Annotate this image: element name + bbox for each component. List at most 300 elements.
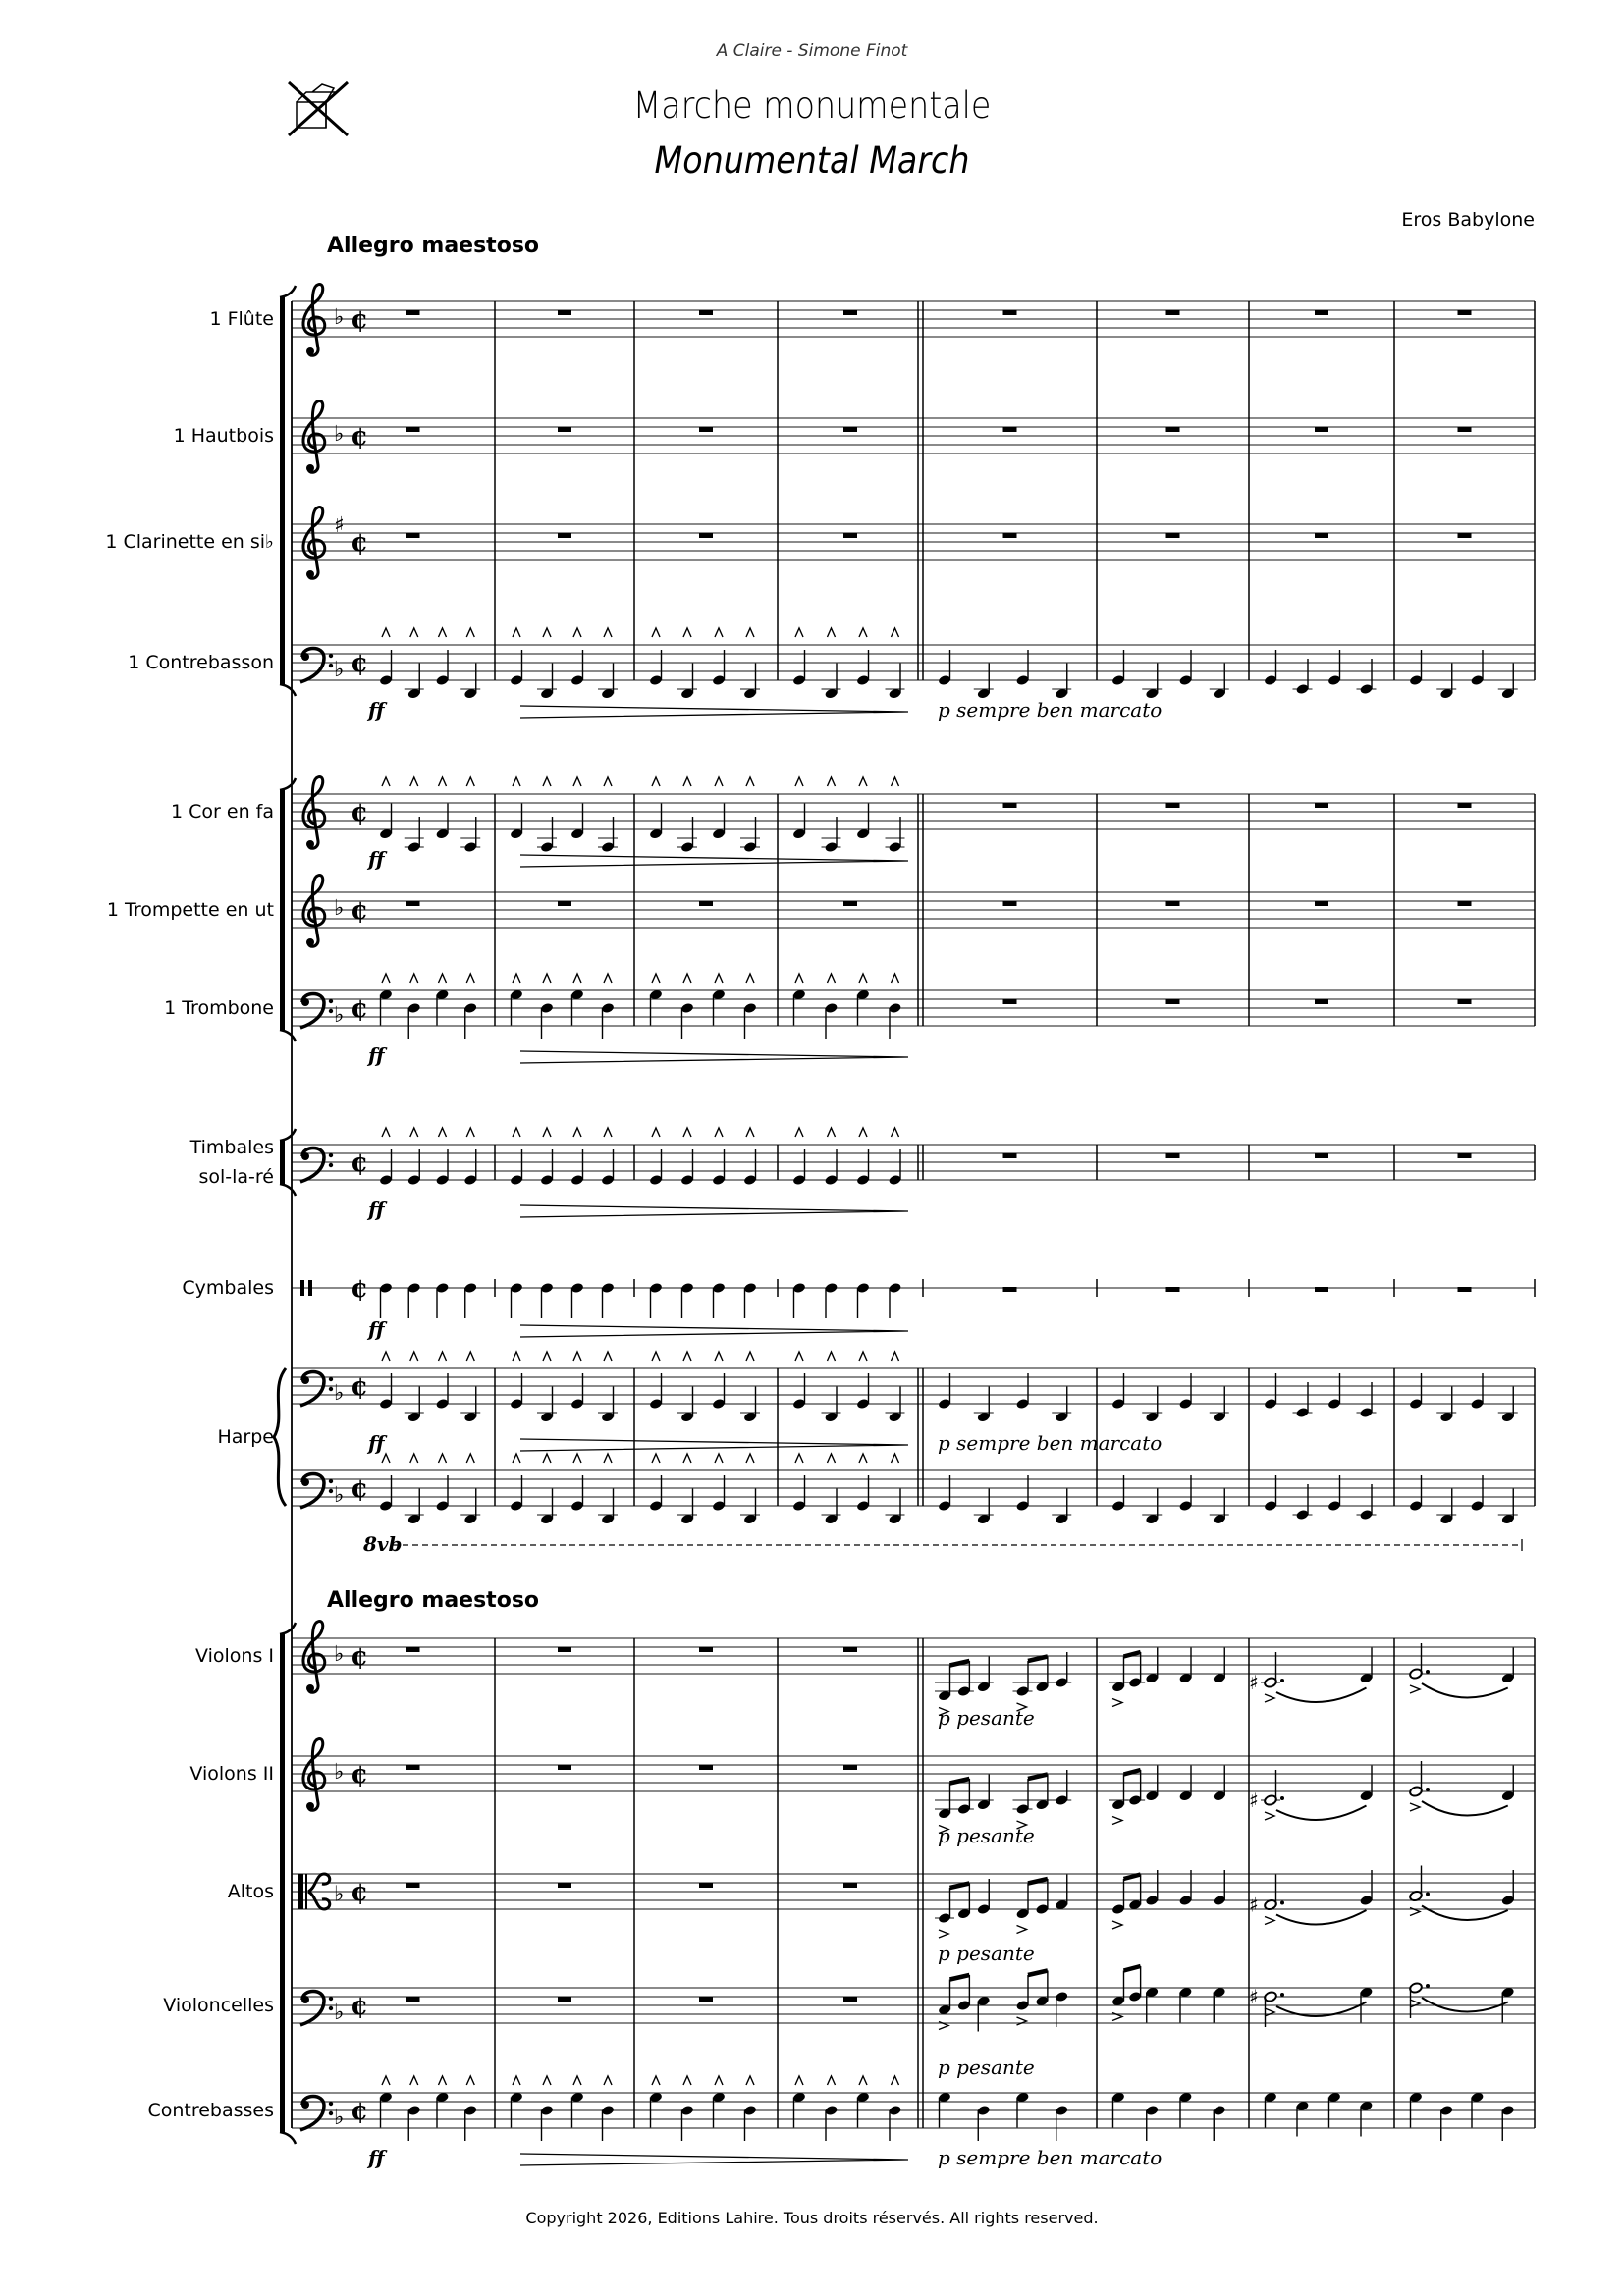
whole-rest-icon xyxy=(699,1647,713,1652)
augmentation-dot xyxy=(1280,1901,1284,1905)
decrescendo-hairpin xyxy=(520,706,908,718)
whole-rest-icon xyxy=(699,1765,713,1770)
bracket-hook xyxy=(280,286,296,297)
whole-rest-icon xyxy=(1315,803,1328,808)
decrescendo-hairpin xyxy=(520,2154,908,2165)
marcato-accent-icon xyxy=(746,1352,754,1361)
clef-dot xyxy=(329,1997,333,2001)
staff-violons-i xyxy=(292,1622,1535,1730)
marcato-accent-icon xyxy=(715,1454,723,1463)
marcato-accent-icon xyxy=(746,2076,754,2085)
whole-rest-icon xyxy=(1315,427,1328,432)
time-signature-icon: ¢ xyxy=(351,1878,369,1907)
marcato-accent-icon xyxy=(382,1454,390,1463)
staff-1-cor-en-fa xyxy=(292,777,1535,871)
whole-rest-icon xyxy=(558,1765,571,1770)
staff-1-trompette-en-ut xyxy=(292,876,1535,947)
accent-icon xyxy=(1265,1812,1274,1820)
whole-rest-icon xyxy=(1458,803,1472,808)
slur xyxy=(1276,1688,1367,1702)
marcato-accent-icon xyxy=(892,628,899,637)
whole-rest-icon xyxy=(1166,427,1180,432)
instrument-name: 1 Clarinette en si♭ xyxy=(105,531,274,553)
accent-icon xyxy=(1112,1699,1122,1707)
whole-rest-icon xyxy=(843,1647,857,1652)
instrument-name: 1 Flûte xyxy=(209,308,274,330)
marcato-accent-icon xyxy=(573,1352,581,1361)
expression-text: p sempre ben marcato xyxy=(938,2146,1163,2169)
system-bracket xyxy=(280,1141,285,1184)
marcato-accent-icon xyxy=(604,1352,612,1361)
tempo-marking: Allegro maestoso xyxy=(327,234,540,258)
whole-rest-icon xyxy=(1003,803,1017,808)
staff-altos xyxy=(292,1866,1535,1966)
marcato-accent-icon xyxy=(573,2076,581,2085)
augmentation-dot xyxy=(1280,1993,1284,1997)
time-signature-icon: ¢ xyxy=(351,1474,369,1504)
marcato-accent-icon xyxy=(652,628,660,637)
augmentation-dot xyxy=(1426,1893,1430,1896)
instrument-name: 1 Trombone xyxy=(164,997,274,1019)
marcato-accent-icon xyxy=(892,1128,899,1137)
treble-clef-icon xyxy=(303,1622,325,1693)
instrument-name: 1 Cor en fa xyxy=(171,801,274,823)
harp-brace xyxy=(274,1368,286,1506)
whole-rest-icon xyxy=(406,533,420,538)
whole-rest-icon xyxy=(406,427,420,432)
ottava-bassa-mark: 8vb xyxy=(363,1532,403,1556)
time-signature-icon: ¢ xyxy=(351,649,369,678)
marcato-accent-icon xyxy=(466,1128,474,1137)
marcato-accent-icon xyxy=(715,628,723,637)
key-flat-icon: ♭ xyxy=(334,1642,345,1667)
marcato-accent-icon xyxy=(382,628,390,637)
dedication: A Claire - Simone Finot xyxy=(716,41,908,61)
marcato-accent-icon xyxy=(795,1128,803,1137)
whole-rest-icon xyxy=(406,1883,420,1888)
whole-rest-icon xyxy=(1458,901,1472,906)
marcato-accent-icon xyxy=(715,777,723,786)
whole-rest-icon xyxy=(699,1997,713,2002)
whole-rest-icon xyxy=(1458,310,1472,315)
clef-dot xyxy=(306,347,314,355)
staff-violoncelles xyxy=(292,1966,1535,2079)
marcato-accent-icon xyxy=(466,1352,474,1361)
clef-dot xyxy=(301,998,309,1006)
bracket-hook xyxy=(280,684,296,696)
marcato-accent-icon xyxy=(683,974,691,983)
marcato-accent-icon xyxy=(382,974,390,983)
sharp-accidental-icon: ♯ xyxy=(1249,1789,1259,1812)
key-flat-icon: ♭ xyxy=(334,422,345,447)
whole-rest-icon xyxy=(699,427,713,432)
whole-rest-icon xyxy=(1315,1153,1328,1158)
marcato-accent-icon xyxy=(652,974,660,983)
beam xyxy=(1028,1971,1048,1976)
decrescendo-hairpin xyxy=(520,1051,908,1063)
whole-rest-icon xyxy=(1166,803,1180,808)
marcato-accent-icon xyxy=(466,777,474,786)
decrescendo-hairpin xyxy=(520,1439,908,1451)
bracket-hook xyxy=(280,1184,296,1196)
instrument-name: 1 Contrebasson xyxy=(128,652,274,673)
accent-icon xyxy=(1410,2000,1420,2007)
key-flat-icon: ♭ xyxy=(334,658,345,682)
instrument-name: Altos xyxy=(227,1881,274,1902)
key-flat-icon: ♭ xyxy=(334,1882,345,1907)
marcato-accent-icon xyxy=(573,628,581,637)
marcato-accent-icon xyxy=(382,777,390,786)
beam xyxy=(950,1975,970,1980)
clef-dot xyxy=(329,664,333,667)
instrument-name: Harpe xyxy=(217,1426,274,1448)
marcato-accent-icon xyxy=(652,1128,660,1137)
marcato-accent-icon xyxy=(859,974,867,983)
marcato-accent-icon xyxy=(410,1454,418,1463)
key-sharp-icon: ♯ xyxy=(334,513,345,538)
dynamic-ff: ff xyxy=(368,1198,385,1221)
instrument-name: 1 Hautbois xyxy=(173,425,274,447)
beam xyxy=(950,1884,970,1889)
marcato-accent-icon xyxy=(859,2076,867,2085)
marcato-accent-icon xyxy=(466,974,474,983)
expression-text: p pesante xyxy=(938,1942,1035,1965)
whole-rest-icon xyxy=(558,427,571,432)
system-bracket xyxy=(280,1634,285,2132)
staff-cymbales xyxy=(292,1274,1535,1341)
marcato-accent-icon xyxy=(439,2076,447,2085)
marcato-accent-icon xyxy=(683,628,691,637)
marcato-accent-icon xyxy=(715,1128,723,1137)
instrument-name: Contrebasses xyxy=(147,2100,274,2121)
dynamic-ff: ff xyxy=(368,698,385,721)
whole-rest-icon xyxy=(1166,1287,1180,1292)
treble-clef-icon xyxy=(303,1739,325,1811)
bracket-hook xyxy=(280,778,296,790)
marcato-accent-icon xyxy=(543,974,551,983)
whole-rest-icon xyxy=(1458,1153,1472,1158)
clef-dot xyxy=(306,1802,314,1810)
marcato-accent-icon xyxy=(795,1352,803,1361)
clef-dot xyxy=(306,570,314,578)
marcato-accent-icon xyxy=(715,1352,723,1361)
marcato-accent-icon xyxy=(513,974,520,983)
marcato-accent-icon xyxy=(892,777,899,786)
instrument-name: Cymbales xyxy=(182,1277,274,1299)
time-signature-icon: ¢ xyxy=(351,896,369,926)
clef-dot xyxy=(329,2006,333,2010)
whole-rest-icon xyxy=(1315,1287,1328,1292)
bracket-hook xyxy=(280,1129,296,1141)
whole-rest-icon xyxy=(406,1997,420,2002)
percussion-clef-icon xyxy=(300,1280,304,1296)
slur xyxy=(1422,1906,1508,1920)
whole-rest-icon xyxy=(1166,901,1180,906)
staff-harpe xyxy=(292,1352,1535,1455)
whole-rest-icon xyxy=(1458,533,1472,538)
accent-icon xyxy=(1410,1685,1420,1693)
whole-rest-icon xyxy=(1166,1153,1180,1158)
marcato-accent-icon xyxy=(892,1352,899,1361)
slur xyxy=(1422,1801,1508,1815)
marcato-accent-icon xyxy=(683,777,691,786)
whole-rest-icon xyxy=(1003,999,1017,1004)
key-flat-icon: ♭ xyxy=(334,305,345,330)
clef-dot xyxy=(301,1478,309,1486)
marcato-accent-icon xyxy=(828,628,836,637)
clef-dot xyxy=(329,1377,333,1381)
whole-rest-icon xyxy=(1458,999,1472,1004)
bracket-hook xyxy=(280,1623,296,1634)
time-signature-icon: ¢ xyxy=(351,528,369,558)
time-signature-icon: ¢ xyxy=(351,1760,369,1789)
time-signature-icon: ¢ xyxy=(351,1274,369,1304)
clef-dot xyxy=(329,654,333,658)
time-signature-icon: ¢ xyxy=(351,1992,369,2021)
clef-dot xyxy=(306,840,314,848)
marcato-accent-icon xyxy=(652,2076,660,2085)
whole-rest-icon xyxy=(558,310,571,315)
marcato-accent-icon xyxy=(892,1454,899,1463)
marcato-accent-icon xyxy=(439,777,447,786)
augmentation-dot xyxy=(1426,1670,1430,1674)
key-flat-icon: ♭ xyxy=(334,1003,345,1028)
marcato-accent-icon xyxy=(795,777,803,786)
marcato-accent-icon xyxy=(543,777,551,786)
tempo-marking-strings: Allegro maestoso xyxy=(327,1588,540,1613)
whole-rest-icon xyxy=(406,1647,420,1652)
time-signature-icon: ¢ xyxy=(351,2097,369,2126)
whole-rest-icon xyxy=(699,533,713,538)
whole-rest-icon xyxy=(843,533,857,538)
time-signature-icon: ¢ xyxy=(351,1372,369,1402)
staff-timbales xyxy=(292,1128,1535,1221)
marcato-accent-icon xyxy=(543,2076,551,2085)
whole-rest-icon xyxy=(1458,1287,1472,1292)
marcato-accent-icon xyxy=(513,628,520,637)
bracket-hook xyxy=(280,1030,296,1041)
treble-clef-icon xyxy=(303,876,325,947)
system-bracket xyxy=(280,790,285,1030)
whole-rest-icon xyxy=(699,310,713,315)
marcato-accent-icon xyxy=(410,1128,418,1137)
dynamic-ff: ff xyxy=(368,1431,385,1455)
marcato-accent-icon xyxy=(795,2076,803,2085)
marcato-accent-icon xyxy=(439,628,447,637)
accent-icon xyxy=(1017,1926,1027,1934)
whole-rest-icon xyxy=(1315,999,1328,1004)
clef-dot xyxy=(329,2111,333,2115)
marcato-accent-icon xyxy=(828,1128,836,1137)
marcato-accent-icon xyxy=(573,1128,581,1137)
augmentation-dot xyxy=(1426,1788,1430,1791)
whole-rest-icon xyxy=(1003,533,1017,538)
clef-dot xyxy=(301,2101,309,2109)
expression-text: p sempre ben marcato xyxy=(938,698,1163,721)
composer: Eros Babylone xyxy=(1401,209,1535,231)
marcato-accent-icon xyxy=(543,1128,551,1137)
marcato-accent-icon xyxy=(683,1128,691,1137)
copyright-footer: Copyright 2026, Editions Lahire. Tous droits réservés. All rights reserved. xyxy=(525,2209,1099,2227)
expression-text: p pesante xyxy=(938,1706,1035,1730)
whole-rest-icon xyxy=(558,1997,571,2002)
marcato-accent-icon xyxy=(543,1352,551,1361)
instrument-name: Violoncelles xyxy=(163,1995,274,2016)
marcato-accent-icon xyxy=(543,628,551,637)
clef-dot xyxy=(306,1684,314,1692)
marcato-accent-icon xyxy=(543,1454,551,1463)
clef-dot xyxy=(329,1387,333,1391)
clef-dot xyxy=(301,653,309,661)
dynamic-ff: ff xyxy=(368,1043,385,1067)
instrument-name: Violons I xyxy=(195,1645,274,1667)
time-signature-icon: ¢ xyxy=(351,422,369,452)
accent-icon xyxy=(1265,2008,1274,2016)
staff-violons-ii xyxy=(292,1739,1535,1847)
marcato-accent-icon xyxy=(683,2076,691,2085)
marcato-accent-icon xyxy=(604,628,612,637)
key-flat-icon: ♭ xyxy=(334,2106,345,2130)
marcato-accent-icon xyxy=(795,974,803,983)
beam xyxy=(1028,1657,1048,1662)
marcato-accent-icon xyxy=(410,1352,418,1361)
sharp-accidental-icon: ♯ xyxy=(1249,1893,1259,1917)
marcato-accent-icon xyxy=(795,1454,803,1463)
marcato-accent-icon xyxy=(573,974,581,983)
marcato-accent-icon xyxy=(746,1128,754,1137)
clef-dot xyxy=(329,1489,333,1493)
marcato-accent-icon xyxy=(683,1352,691,1361)
clef-dot xyxy=(329,999,333,1003)
key-flat-icon: ♭ xyxy=(334,1483,345,1508)
clef-dot xyxy=(329,1009,333,1013)
marcato-accent-icon xyxy=(604,1128,612,1137)
accent-icon xyxy=(939,1930,948,1938)
key-flat-icon: ♭ xyxy=(334,2001,345,2025)
dynamic-ff: ff xyxy=(368,2146,385,2169)
marcato-accent-icon xyxy=(859,628,867,637)
marcato-accent-icon xyxy=(859,1352,867,1361)
staff-1-contrebasson xyxy=(292,628,1535,721)
marcato-accent-icon xyxy=(410,974,418,983)
staff-1-fl-te xyxy=(292,285,1535,356)
marcato-accent-icon xyxy=(715,2076,723,2085)
beam xyxy=(1028,1775,1048,1780)
staff-contrebasses xyxy=(292,2076,1535,2169)
key-flat-icon: ♭ xyxy=(334,1381,345,1406)
clef-dot xyxy=(329,1153,333,1157)
beam xyxy=(1124,1875,1141,1880)
marcato-accent-icon xyxy=(410,777,418,786)
slur xyxy=(1276,1910,1367,1924)
marcato-accent-icon xyxy=(859,777,867,786)
marcato-accent-icon xyxy=(652,1352,660,1361)
marcato-accent-icon xyxy=(573,1454,581,1463)
marcato-accent-icon xyxy=(828,2076,836,2085)
marcato-accent-icon xyxy=(410,628,418,637)
accent-icon xyxy=(1112,1817,1122,1825)
time-signature-icon: ¢ xyxy=(351,1148,369,1178)
staff-1-hautbois xyxy=(292,401,1535,473)
dynamic-ff: ff xyxy=(368,1317,385,1341)
whole-rest-icon xyxy=(843,1883,857,1888)
slur xyxy=(1422,1998,1508,2011)
decrescendo-hairpin xyxy=(520,1325,908,1337)
marcato-accent-icon xyxy=(604,1454,612,1463)
marcato-accent-icon xyxy=(513,1128,520,1137)
score-title: Marche monumentale xyxy=(632,84,992,127)
expression-text: p sempre ben marcato xyxy=(938,1431,1163,1455)
slur xyxy=(1276,1806,1367,1820)
clef-dot xyxy=(329,1479,333,1483)
accent-icon xyxy=(1265,1694,1274,1702)
accent-icon xyxy=(1112,1921,1122,1929)
marcato-accent-icon xyxy=(828,1352,836,1361)
decrescendo-hairpin xyxy=(520,855,908,867)
staff-1-clarinette-en-si- xyxy=(292,507,1535,579)
clef-dot xyxy=(306,464,314,472)
marcato-accent-icon xyxy=(604,974,612,983)
time-signature-icon: ¢ xyxy=(351,798,369,828)
whole-rest-icon xyxy=(558,533,571,538)
marcato-accent-icon xyxy=(410,2076,418,2085)
whole-rest-icon xyxy=(1315,901,1328,906)
augmentation-dot xyxy=(1280,1796,1284,1800)
decrescendo-hairpin xyxy=(520,1205,908,1217)
staff-1-trombone xyxy=(292,974,1535,1067)
percussion-clef-bar xyxy=(308,1280,312,1296)
instrument-name: Timbales xyxy=(189,1137,274,1158)
marcato-accent-icon xyxy=(604,777,612,786)
marcato-accent-icon xyxy=(466,1454,474,1463)
whole-rest-icon xyxy=(1315,310,1328,315)
whole-rest-icon xyxy=(1003,310,1017,315)
whole-rest-icon xyxy=(406,1765,420,1770)
marcato-accent-icon xyxy=(746,777,754,786)
whole-rest-icon xyxy=(843,901,857,906)
staff-harpe-lower xyxy=(292,1454,1535,1556)
sharp-accidental-icon: ♯ xyxy=(1249,1671,1259,1694)
whole-rest-icon xyxy=(558,1647,571,1652)
marcato-accent-icon xyxy=(828,974,836,983)
whole-rest-icon xyxy=(843,1997,857,2002)
marcato-accent-icon xyxy=(513,1352,520,1361)
whole-rest-icon xyxy=(1003,1153,1017,1158)
treble-clef-icon xyxy=(303,777,325,849)
expression-text: p pesante xyxy=(938,2056,1035,2079)
marcato-accent-icon xyxy=(828,777,836,786)
whole-rest-icon xyxy=(558,901,571,906)
marcato-accent-icon xyxy=(466,628,474,637)
marcato-accent-icon xyxy=(573,777,581,786)
whole-rest-icon xyxy=(1315,533,1328,538)
time-signature-icon: ¢ xyxy=(351,994,369,1024)
marcato-accent-icon xyxy=(652,777,660,786)
whole-rest-icon xyxy=(1166,533,1180,538)
marcato-accent-icon xyxy=(892,2076,899,2085)
marcato-accent-icon xyxy=(513,777,520,786)
slur xyxy=(1422,1683,1508,1697)
score-subtitle: Monumental March xyxy=(654,139,970,182)
whole-rest-icon xyxy=(843,427,857,432)
marcato-accent-icon xyxy=(604,2076,612,2085)
whole-rest-icon xyxy=(1166,999,1180,1004)
clef-dot xyxy=(329,1163,333,1167)
time-signature-icon: ¢ xyxy=(351,1642,369,1672)
whole-rest-icon xyxy=(406,310,420,315)
clef-dot xyxy=(306,938,314,946)
augmentation-dot xyxy=(1426,1984,1430,1988)
